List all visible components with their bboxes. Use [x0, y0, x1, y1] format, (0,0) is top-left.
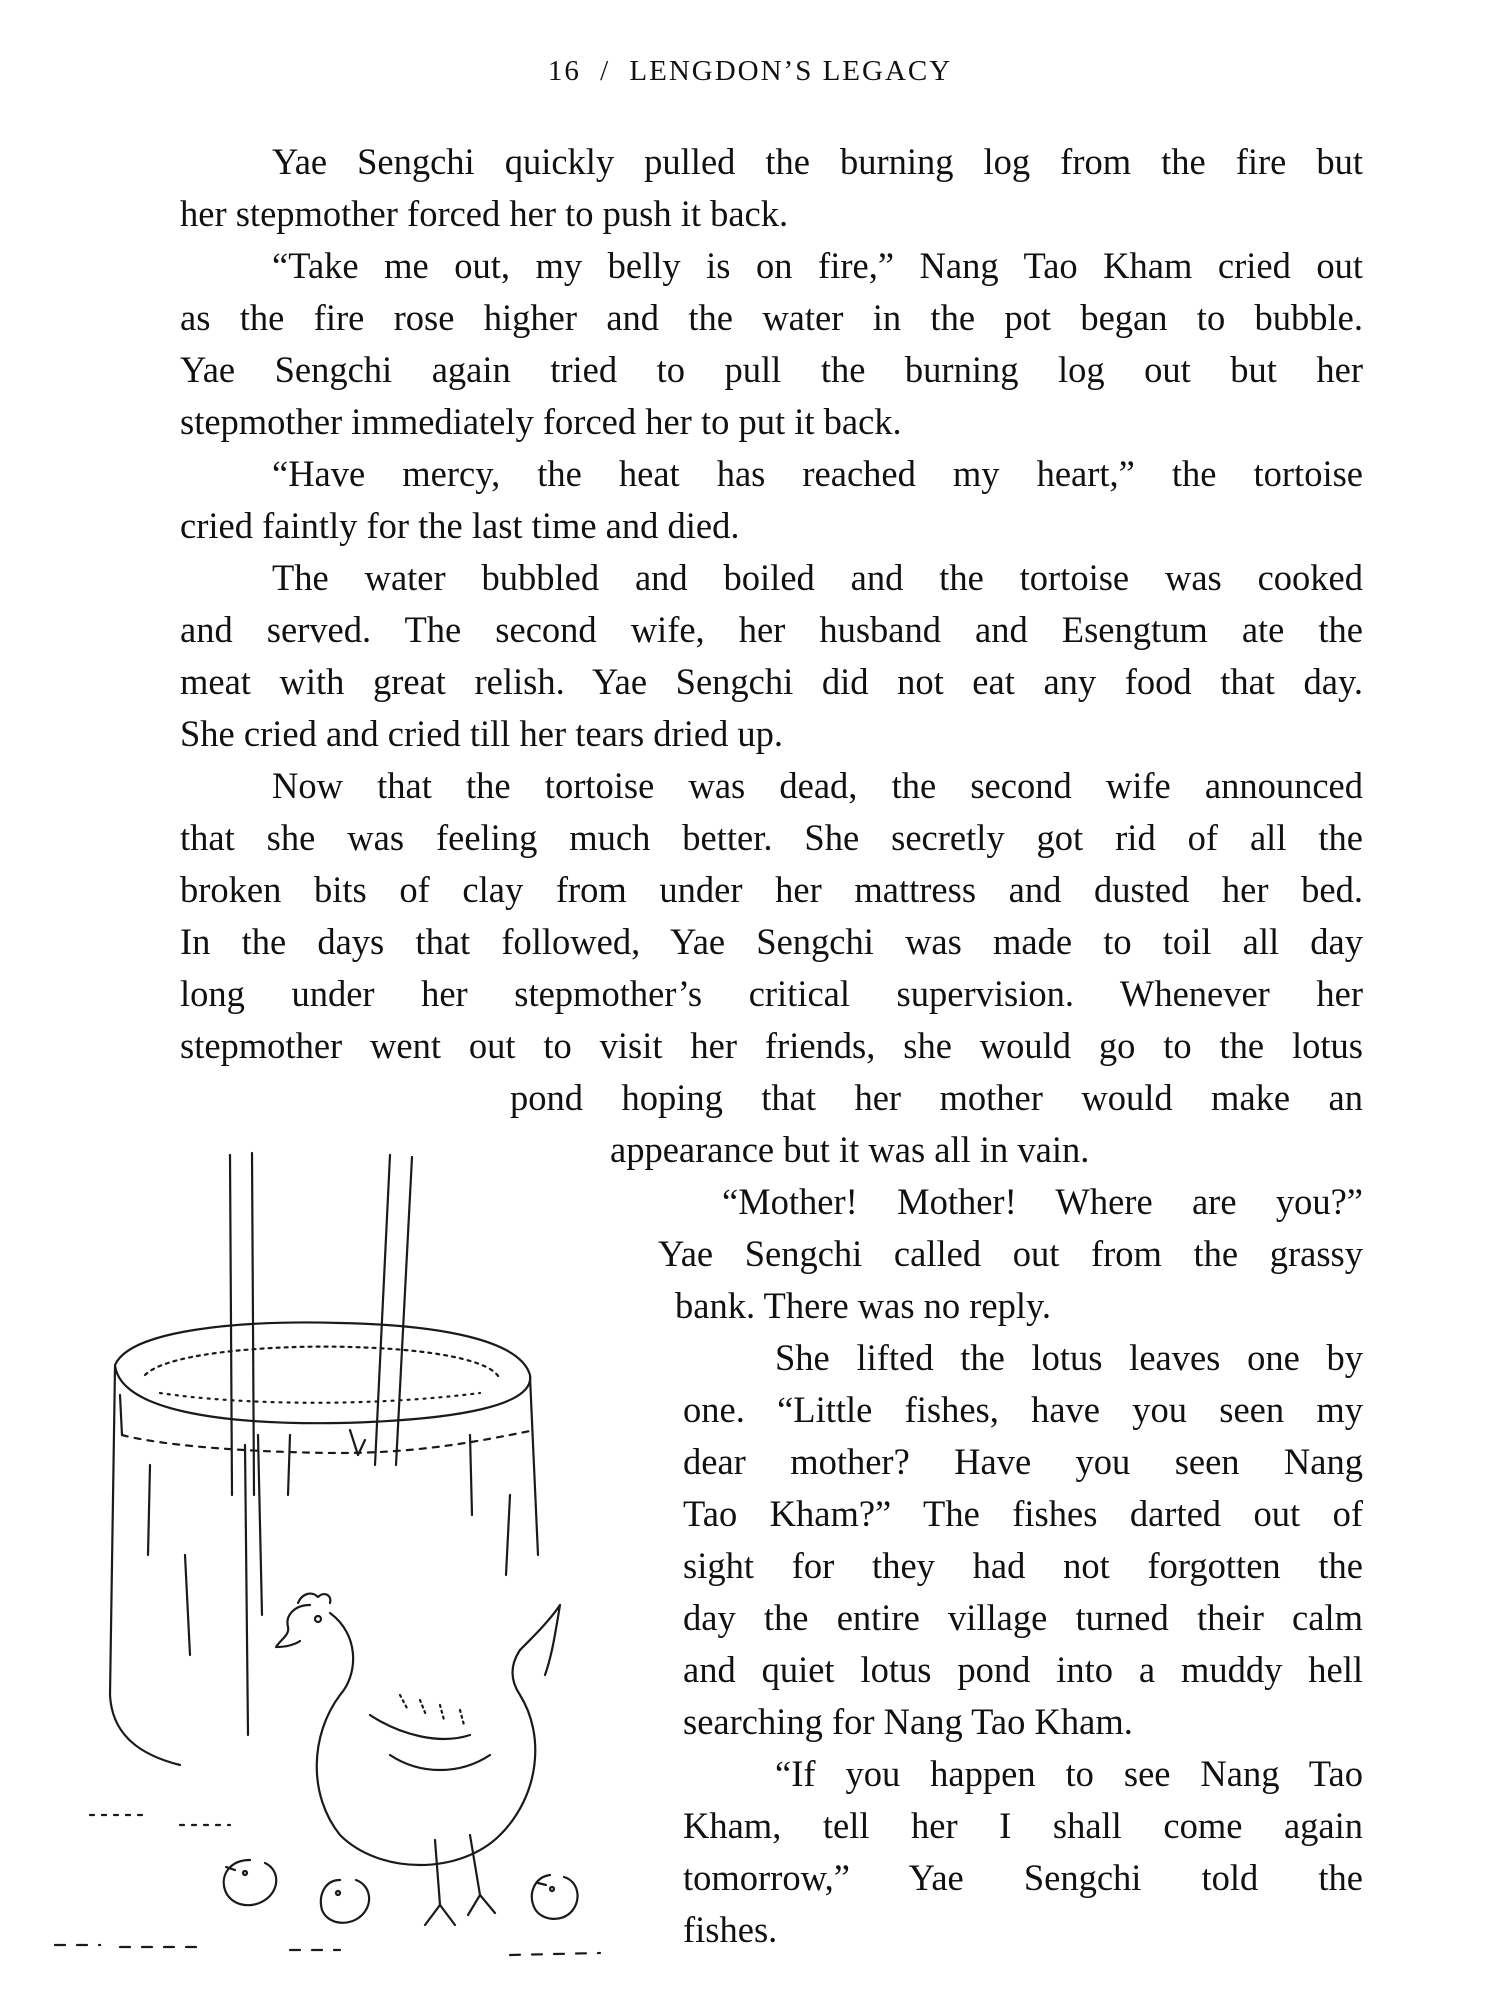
text-line: “Take me out, my belly is on fire,” Nang Tao Kham cried out	[272, 245, 1363, 286]
text-line: dear mother? Have you seen Nang	[683, 1441, 1363, 1482]
header-separator: /	[600, 55, 611, 87]
text-line: as the fire rose higher and the water in the pot began to bubble.	[180, 297, 1363, 338]
text-line: that she was feeling much better. She secretly got rid of all the	[180, 817, 1363, 858]
text-line: and served. The second wife, her husband and Esengtum ate the	[180, 609, 1363, 650]
text-line: “If you happen to see Nang Tao	[775, 1753, 1363, 1794]
text-line: long under her stepmother’s critical supervision. Whenever her	[180, 973, 1363, 1014]
text-line: one. “Little fishes, have you seen my	[683, 1389, 1363, 1430]
text-line: stepmother immediately forced her to put it back.	[180, 401, 902, 442]
text-line: In the days that followed, Yae Sengchi was made to toil all day	[180, 921, 1363, 962]
text-line: and quiet lotus pond into a muddy hell	[683, 1649, 1363, 1690]
text-line: her stepmother forced her to push it back.	[180, 193, 789, 234]
book-title: LENGDON’S LEGACY	[629, 55, 953, 87]
text-line: The water bubbled and boiled and the tortoise was cooked	[272, 557, 1363, 598]
text-line: pond hoping that her mother would make an	[510, 1077, 1363, 1118]
text-line: day the entire village turned their calm	[683, 1597, 1363, 1638]
text-line: Yae Sengchi called out from the grassy	[658, 1233, 1363, 1274]
text-line: Yae Sengchi again tried to pull the burning log out but her	[180, 349, 1363, 390]
text-line: fishes.	[683, 1909, 778, 1950]
text-line: “Mother! Mother! Where are you?”	[722, 1181, 1363, 1222]
text-line: stepmother went out to visit her friends, she would go to the lotus	[180, 1025, 1363, 1066]
text-line: searching for Nang Tao Kham.	[683, 1701, 1133, 1742]
text-line: broken bits of clay from under her mattress and dusted her bed.	[180, 869, 1363, 910]
text-line: Kham, tell her I shall come again	[683, 1805, 1363, 1846]
pestle-stump-hen-and-chicks-icon	[40, 1135, 660, 1985]
text-line: Tao Kham?” The fishes darted out of	[683, 1493, 1363, 1534]
text-line: tomorrow,” Yae Sengchi told the	[683, 1857, 1363, 1898]
text-line: She cried and cried till her tears dried up.	[180, 713, 784, 754]
text-line: cried faintly for the last time and died.	[180, 505, 740, 546]
text-line: bank. There was no reply.	[675, 1285, 1052, 1326]
text-line: “Have mercy, the heat has reached my heart,” the tortoise	[272, 453, 1363, 494]
running-head	[0, 55, 1500, 88]
text-line: Now that the tortoise was dead, the second wife announced	[272, 765, 1363, 806]
illustration	[40, 1135, 660, 1985]
page-number: 16	[547, 55, 581, 87]
text-line: appearance but it was all in vain.	[610, 1129, 1090, 1170]
text-line: meat with great relish. Yae Sengchi did not eat any food that day.	[180, 661, 1363, 702]
text-line: sight for they had not forgotten the	[683, 1545, 1363, 1586]
text-line: Yae Sengchi quickly pulled the burning log from the fire but	[272, 141, 1363, 182]
text-line: She lifted the lotus leaves one by	[775, 1337, 1363, 1378]
body-text	[180, 136, 1363, 1072]
